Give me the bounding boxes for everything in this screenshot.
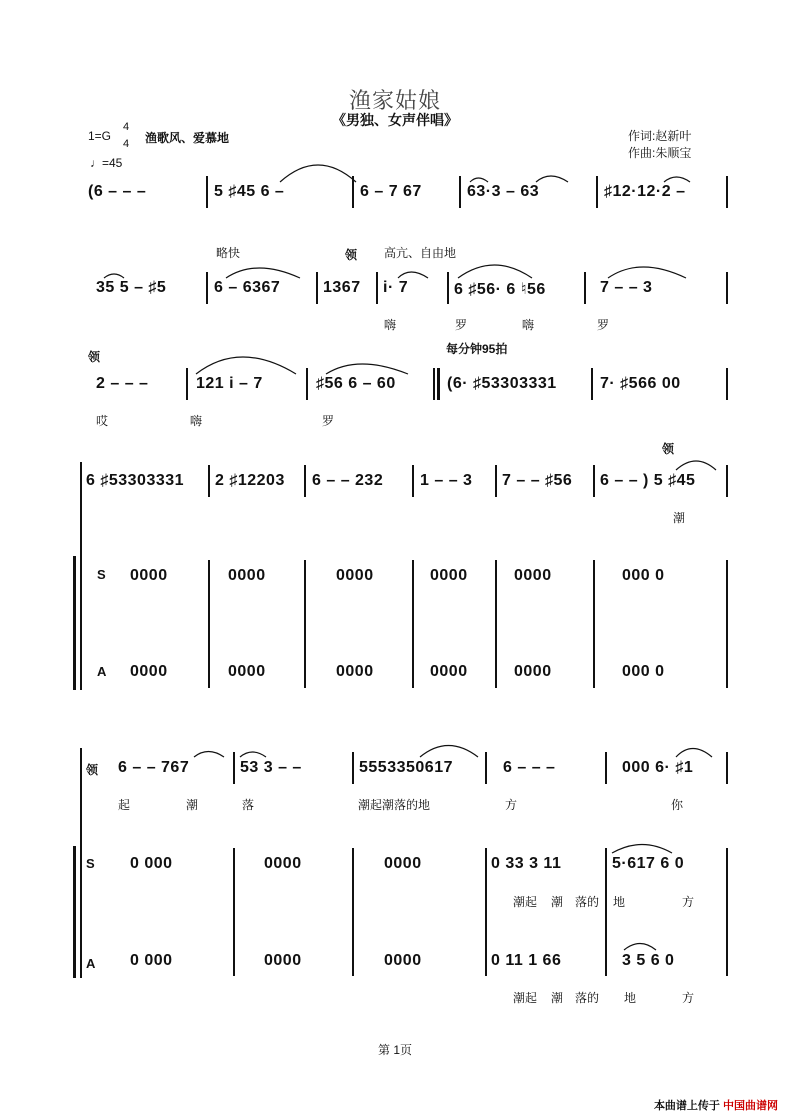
slur	[240, 752, 266, 757]
slur	[398, 272, 428, 278]
slur	[104, 274, 124, 278]
time-signature-bottom: 4	[123, 138, 130, 150]
slur	[470, 178, 488, 182]
measure: 3 5 6 0	[622, 952, 675, 969]
measure: (6· ♯53303331	[447, 375, 557, 392]
measure: ♯56 6 – 60	[316, 375, 396, 392]
slur	[458, 265, 532, 278]
slur	[676, 461, 716, 470]
part-label-soprano: S	[86, 856, 95, 871]
measure: 6 ♯53303331	[86, 472, 185, 489]
tempo-marking: ♩=45	[90, 156, 123, 170]
measure: 0 000	[130, 855, 173, 872]
slur	[676, 749, 712, 758]
upload-credit	[654, 1097, 778, 1113]
measure: i· 7	[383, 279, 409, 296]
lyric: 潮起	[513, 991, 538, 1005]
measure: 7 – – ♯56	[502, 472, 573, 489]
measure: 7· ♯566 00	[600, 375, 681, 392]
measure: 2 – – –	[96, 375, 149, 392]
lyric: 潮	[551, 895, 564, 909]
slur	[624, 944, 656, 951]
measure: 0000	[430, 567, 468, 584]
measure: 5·617 6 0	[612, 855, 685, 872]
composer-credit: 作曲:朱顺宝	[628, 146, 692, 160]
measure: 6 – – 767	[118, 759, 190, 776]
measure: 0 11 1 66	[491, 952, 562, 969]
measure: 0000	[228, 567, 266, 584]
slur	[420, 746, 478, 758]
measure: 6 – – 232	[312, 472, 384, 489]
lyric: 潮	[186, 798, 199, 812]
lyric: 潮起潮落的地	[358, 798, 431, 812]
measure: 0000	[514, 567, 552, 584]
measure: 0000	[384, 855, 422, 872]
lyric: 嗨	[190, 414, 203, 428]
measure: 121 i – 7	[196, 375, 263, 392]
upload-text: 本曲谱上传于	[653, 1100, 720, 1112]
lyric: 落	[242, 798, 255, 812]
lead-marker: 领	[86, 763, 99, 777]
tempo-change: 每分钟95拍	[446, 342, 508, 356]
measure: 5553350617	[359, 759, 453, 776]
lyric: 地	[624, 991, 637, 1005]
measure: 1367	[323, 279, 361, 296]
lyric: 嗨	[384, 318, 397, 332]
measure: 000 0	[622, 567, 665, 584]
lyric: 方	[682, 895, 695, 909]
measure: 0000	[384, 952, 422, 969]
lead-marker: 领	[345, 248, 358, 262]
measure: 6 – 7 67	[360, 183, 422, 200]
lyric: 落的	[575, 991, 600, 1005]
lyric: 罗	[455, 318, 468, 332]
lyric: 起	[118, 798, 131, 812]
measure: 0000	[130, 567, 168, 584]
key-signature: 1=G	[88, 129, 112, 143]
measure: 35 5 – ♯5	[96, 279, 167, 296]
lyric: 哎	[96, 414, 109, 428]
measure: 0000	[264, 855, 302, 872]
lyricist-credit: 作词:赵新叶	[628, 129, 692, 143]
slur	[326, 364, 408, 374]
lyric: 潮起	[513, 895, 538, 909]
lyric: 方	[505, 798, 518, 812]
direction-text: 高亢、自由地	[384, 246, 457, 260]
lead-marker: 领	[88, 350, 101, 364]
part-label-soprano: S	[97, 567, 106, 582]
measure: 0000	[130, 663, 168, 680]
measure: 7 – – 3	[600, 279, 653, 296]
lyric: 落的	[575, 895, 600, 909]
measure: 6 – – ) 5 ♯45	[600, 472, 696, 489]
slur	[226, 268, 300, 278]
measure: 0000	[336, 567, 374, 584]
time-signature-top: 4	[123, 121, 130, 133]
measure: 63·3 – 63	[467, 183, 540, 200]
part-label-alto: A	[97, 664, 107, 679]
song-subtitle: 《男独、女声伴唱》	[332, 112, 458, 128]
slur	[196, 357, 296, 374]
measure: 0 33 3 11	[491, 855, 562, 872]
measure: 0000	[430, 663, 468, 680]
lyric: 罗	[597, 318, 610, 332]
lyric: 嗨	[522, 318, 535, 332]
lead-marker: 领	[662, 442, 675, 456]
slur	[612, 845, 672, 854]
part-label-alto: A	[86, 956, 96, 971]
measure: 5 ♯45 6 –	[214, 183, 285, 200]
lyric: 方	[682, 991, 695, 1005]
song-title: 渔家姑娘	[348, 89, 441, 114]
measure: 6 ♯56· 6 ♮56	[454, 281, 546, 298]
slur	[664, 177, 690, 182]
measure: 000 6· ♯1	[622, 759, 694, 776]
measure: 0000	[514, 663, 552, 680]
site-logo: 中国曲谱网	[723, 1100, 778, 1112]
lyric: 地	[613, 895, 626, 909]
page-number: 第 1页	[377, 1043, 412, 1057]
measure: 0 000	[130, 952, 173, 969]
measure: 6 – 6367	[214, 279, 281, 296]
measure: 53 3 – –	[240, 759, 302, 776]
measure: 0000	[228, 663, 266, 680]
expression-marking: 渔歌风、爱慕地	[145, 131, 230, 145]
measure: 6 – – –	[503, 759, 556, 776]
measure: ♯12·12·2 –	[604, 183, 686, 200]
measure: (6 – – –	[88, 183, 147, 200]
measure: 000 0	[622, 663, 665, 680]
slur	[536, 176, 568, 182]
lyric: 罗	[322, 414, 335, 428]
measure: 0000	[264, 952, 302, 969]
measure: 1 – – 3	[420, 472, 473, 489]
slur	[194, 752, 224, 758]
lyric: 你	[671, 798, 684, 812]
lyric: 潮	[673, 511, 686, 525]
measure: 0000	[336, 663, 374, 680]
slur	[608, 267, 686, 278]
slur	[280, 165, 356, 182]
measure: 2 ♯12203	[215, 472, 285, 489]
direction-text: 略快	[216, 246, 241, 260]
lyric: 潮	[551, 991, 564, 1005]
